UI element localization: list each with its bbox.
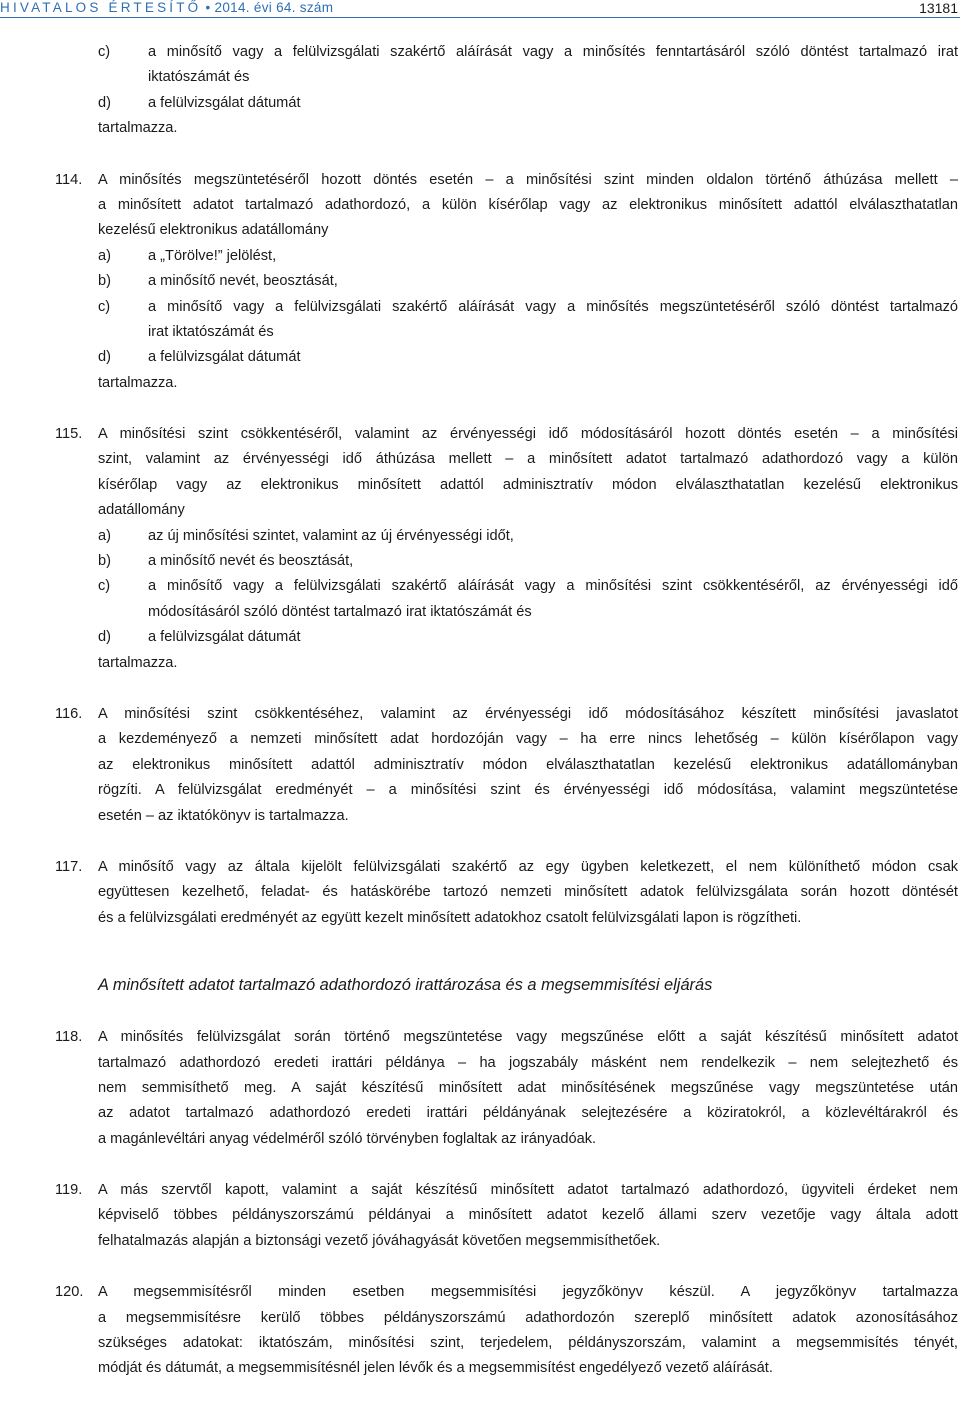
list-label: d) <box>98 629 111 646</box>
paragraph-line: kezelésű elektronikus adatállomány <box>98 222 329 239</box>
paragraph-line: a megsemmisítésre kerülő többes példányszorszámú adathordozón szereplő minősített adatok azonosításához <box>98 1309 958 1326</box>
list-item-continuation <box>0 600 960 625</box>
list-item-text: a minősítő vagy a felülvizsgálati szakértő aláírását vagy a minősítés fenntartásáról szóló döntést tartalmazó irat <box>148 44 958 60</box>
list-item <box>0 40 960 65</box>
list-label: d) <box>98 349 111 366</box>
paragraph-line: szükséges adatokat: iktatószám, minősítési szint, terjedelem, példányszorszám, valamint a megsemmisítés tényét, <box>98 1335 958 1352</box>
section-heading: A minősített adatot tartalmazó adathordozó irattározása és a megsemmisítési eljárás <box>98 976 713 995</box>
list-item-text: a „Törölve!” jelölést, <box>148 247 277 264</box>
paragraph-line: A minősítés megszüntetéséről hozott döntés esetén – a minősítési szint minden oldalon történő áthúzása mellett – <box>98 171 958 188</box>
list-item <box>0 574 960 599</box>
paragraph-line: nem semmisíthető meg. A saját készítésű minősített adat minősítésének megszűnése vagy megszüntetése után <box>98 1079 958 1096</box>
paragraph-line: A megsemmisítésről minden esetben megsemmisítési jegyzőkönyv készül. A jegyzőkönyv tartalmazza <box>98 1284 958 1301</box>
paragraph-number: 114. <box>55 171 83 188</box>
running-header <box>0 0 333 15</box>
paragraph-117 <box>0 855 960 880</box>
list-label: b) <box>98 273 111 290</box>
publication-title: HIVATALOS ÉRTESÍTŐ <box>0 0 202 15</box>
list-label: c) <box>98 44 111 60</box>
paragraph-number: 116. <box>55 705 83 722</box>
closing-line <box>0 651 960 676</box>
list-item-text: a felülvizsgálat dátumát <box>148 94 301 111</box>
paragraph-line: kísérőlap vagy az elektronikus minősített adattól adminisztratív módon elválaszthatatlan kezelésű elektronikus <box>98 476 958 493</box>
page-header <box>0 0 960 18</box>
paragraph-line: A minősítés felülvizsgálat során történő megszüntetése vagy megszűnése előtt a saját készítésű minősített adatot <box>98 1029 958 1046</box>
list-item <box>0 549 960 574</box>
list-label: a) <box>98 527 111 544</box>
list-item-text: az új minősítési szintet, valamint az új érvényességi időt, <box>148 527 514 544</box>
list-item <box>0 269 960 294</box>
paragraph-number: 117. <box>55 858 83 875</box>
list-item <box>0 91 960 116</box>
paragraph-line: a minősített adatot tartalmazó adathordozó, a külön kísérőlap vagy az elektronikus minősített adattól elválaszthatatlan <box>98 196 958 213</box>
paragraph-number: 119. <box>55 1182 83 1199</box>
paragraph-119 <box>0 1178 960 1203</box>
paragraph-line: az adatot tartalmazó adathordozó eredeti irattári példányának selejtezésére a köziratokról, a közlevéltárakról és <box>98 1105 958 1122</box>
paragraph-118 <box>0 1025 960 1050</box>
list-label: b) <box>98 553 111 570</box>
paragraph-line: esetén – az iktatókönyv is tartalmazza. <box>98 807 349 824</box>
list-item <box>0 524 960 549</box>
list-item-text: a felülvizsgálat dátumát <box>148 349 301 366</box>
list-label: a) <box>98 247 111 264</box>
list-item-text: a minősítő vagy a felülvizsgálati szakértő aláírását vagy a minősítés megszüntetéséről szóló döntést tartalmazó <box>148 298 958 315</box>
paragraph-line: az elektronikus minősített adattól adminisztratív módon elválaszthatatlan kezelésű elektronikus adatállományban <box>98 756 958 773</box>
list-item-text: a minősítő nevét és beosztását, <box>148 553 354 570</box>
list-item-text: módosításáról szóló döntést tartalmazó irat iktatószámát és <box>148 603 532 620</box>
closing-line <box>0 371 960 396</box>
list-item <box>0 625 960 650</box>
paragraph-number: 118. <box>55 1029 83 1046</box>
list-item <box>0 244 960 269</box>
list-item-continuation <box>0 320 960 345</box>
list-item-text: iktatószámát és <box>148 69 250 86</box>
page-number: 13181 <box>919 0 958 16</box>
list-item-text: irat iktatószámát és <box>148 323 274 340</box>
paragraph-120 <box>0 1280 960 1305</box>
list-item-text: a felülvizsgálat dátumát <box>148 629 301 646</box>
list-item <box>0 345 960 370</box>
paragraph-116 <box>0 702 960 727</box>
paragraph-line: képviselő többes példányszorszámú példányai a minősített adatot kezelő állami szerv vezetője vagy általa adott <box>98 1207 958 1224</box>
paragraph-114 <box>0 168 960 193</box>
paragraph-number: 115. <box>55 426 83 443</box>
paragraph-line: szint, valamint az érvényességi idő áthúzása mellett – a minősített adatot tartalmazó adathordozó vagy a külön <box>98 451 958 468</box>
list-item-continuation <box>0 65 960 90</box>
paragraph-line: rögzíti. A felülvizsgálat eredményét – a minősítési szint és érvényességi idő módosítása, valamint megszüntetése <box>98 782 958 799</box>
document-body <box>0 40 960 1382</box>
paragraph-line: együttesen kezelhető, feladat- és hatáskörébe tartozó nemzeti minősített adatok felülvizsgálata során hozott döntését <box>98 884 958 901</box>
paragraph-line: a magánlevéltári anyag védelméről szóló törvényben foglaltak az irányadóak. <box>98 1130 597 1147</box>
list-label: c) <box>98 578 111 595</box>
header-separator: • <box>205 0 211 15</box>
closing-line <box>0 116 960 141</box>
closing-text: tartalmazza. <box>98 120 178 137</box>
list-item <box>0 295 960 320</box>
paragraph-115 <box>0 422 960 447</box>
list-item-text: a minősítő vagy a felülvizsgálati szakértő aláírását vagy a minősítési szint csökkentéséről, az érvényességi idő <box>148 578 958 595</box>
paragraph-line: A minősítő vagy az általa kijelölt felülvizsgálati szakértő az egy ügyben keletkezett, el nem különíthető módon csak <box>98 858 958 875</box>
paragraph-line: a kezdeményező a nemzeti minősített adat hordozóján vagy – ha erre nincs lehetőség – külön kísérőlapon vagy <box>98 731 958 748</box>
closing-text: tartalmazza. <box>98 654 178 671</box>
paragraph-line: A más szervtől kapott, valamint a saját készítésű minősített adatot tartalmazó adathordozó, ügyviteli érdeket nem <box>98 1182 958 1199</box>
paragraph-line: tartalmazó adathordozó eredeti irattári példánya – ha jogszabály másként nem rendelkezik – nem selejtezhető és <box>98 1054 958 1071</box>
paragraph-line: A minősítési szint csökkentéséről, valamint az érvényességi idő módosításáról hozott döntés esetén – a minősítési <box>98 426 958 443</box>
closing-text: tartalmazza. <box>98 374 178 391</box>
paragraph-line: módját és dátumát, a megsemmisítésnél jelen lévők és a megsemmisítést engedélyező vezető aláírását. <box>98 1360 773 1377</box>
header-rule <box>0 17 960 18</box>
list-label: d) <box>98 94 111 111</box>
list-item-text: a minősítő nevét, beosztását, <box>148 273 338 290</box>
paragraph-number: 120. <box>55 1284 84 1301</box>
issue-label: 2014. évi 64. szám <box>214 0 334 15</box>
list-label: c) <box>98 298 111 315</box>
paragraph-line: felhatalmazás alapján a biztonsági vezető jóváhagyását követően megsemmisíthetőek. <box>98 1232 661 1249</box>
paragraph-line: A minősítési szint csökkentéséhez, valamint az érvényességi idő módosításához készített minősítési javaslatot <box>98 705 958 722</box>
paragraph-line: adatállomány <box>98 502 185 519</box>
paragraph-line: és a felülvizsgálati eredményét az együtt kezelt minősített adatokhoz csatolt felülvizsgálati lapon is rögzítheti. <box>98 909 802 926</box>
